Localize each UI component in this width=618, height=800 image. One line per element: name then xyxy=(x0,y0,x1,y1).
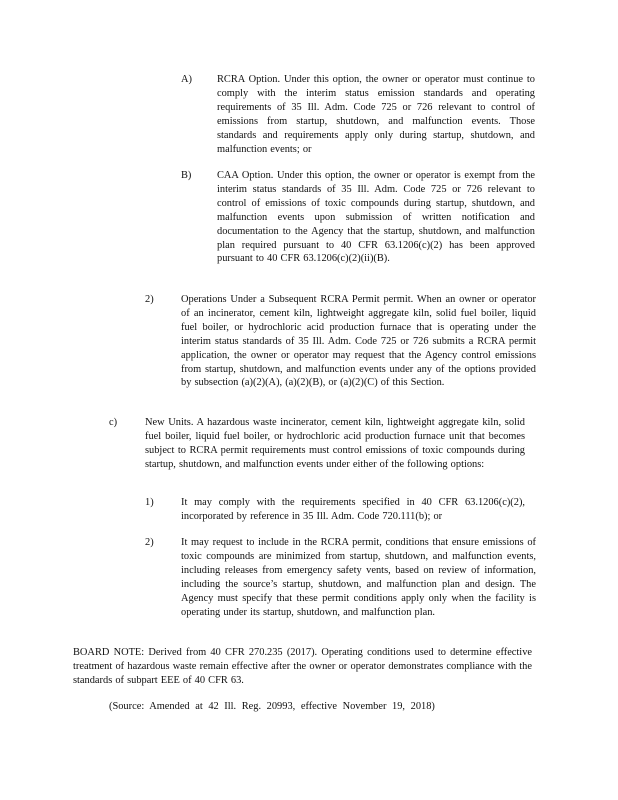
item-label: A) xyxy=(181,74,192,85)
item-paragraph: It may comply with the requirements specified in 40 CFR 63.1206(c)(2), incorporated by reference in 35 Ill. Adm. Code 720.111(b); or xyxy=(181,497,525,522)
item-label: 2) xyxy=(145,537,154,548)
item-label: c) xyxy=(109,417,118,428)
item-label: B) xyxy=(181,170,192,181)
item-label: 1) xyxy=(145,497,154,508)
item-paragraph: CAA Option. Under this option, the owner or operator is exempt from the interim status standards of 35 Ill. Adm. Code 725 or 726 relevant to control of emissions of toxic compounds during startup, shutdown, and malfunction events upon submission of written notification and documentation to the Agency that the startup, shutdown, and malfunction plan required pursuant to 40 CFR 63.1206(c)(2) has been approved pursuant to 40 CFR 63.1206(c)(2)(ii)(B). xyxy=(217,170,535,265)
item-paragraph: Operations Under a Subsequent RCRA Permit permit. When an owner or operator of an incinerator, cement kiln, lightweight aggregate kiln, solid fuel boiler, liquid fuel boiler, or hydrochloric acid production furnace that is operating under the interim status standards of 35 Ill. Adm. Code 725 or 726 submits a RCRA permit application, the owner or operator may request that the Agency control emissions from startup, shutdown, and malfunction events under any of the options provided by subsection (a)(2)(A), (a)(2)(B), or (a)(2)(C) of this Section. xyxy=(181,294,536,389)
item-paragraph: RCRA Option. Under this option, the owner or operator must continue to comply with the interim status emission standards and operating requirements of 35 Ill. Adm. Code 725 or 726 relevant to control of emissions from startup, shutdown, and malfunction events. Those standards and requirements apply only during startup, shutdown, and malfunction events; or xyxy=(217,74,535,155)
item-paragraph: It may request to include in the RCRA permit, conditions that ensure emissions of toxic compounds are minimized from startup, shutdown, and malfunction events, including releases from emergency safety vents, based on review of information, including the source’s startup, shutdown, and malfunction plan and design. The Agency must specify that these permit conditions apply only when the facility is operating under its startup, shutdown, and malfunction plan. xyxy=(181,537,536,618)
source-note: (Source: Amended at 42 Ill. Reg. 20993, effective November 19, 2018) xyxy=(109,701,435,712)
item-label: 2) xyxy=(145,294,154,305)
board-note: BOARD NOTE: Derived from 40 CFR 270.235 (2017). Operating conditions used to determine effective treatment of hazardous waste remain effective after the owner or operator demonstrates compliance with the standards of subpart EEE of 40 CFR 63. xyxy=(73,647,532,686)
item-paragraph: New Units. A hazardous waste incinerator, cement kiln, lightweight aggregate kiln, solid fuel boiler, liquid fuel boiler, or hydrochloric acid production furnace unit that becomes subject to RCRA permit requirements must control emissions of toxic compounds during startup, shutdown, and malfunction events under either of the following options: xyxy=(145,417,525,470)
